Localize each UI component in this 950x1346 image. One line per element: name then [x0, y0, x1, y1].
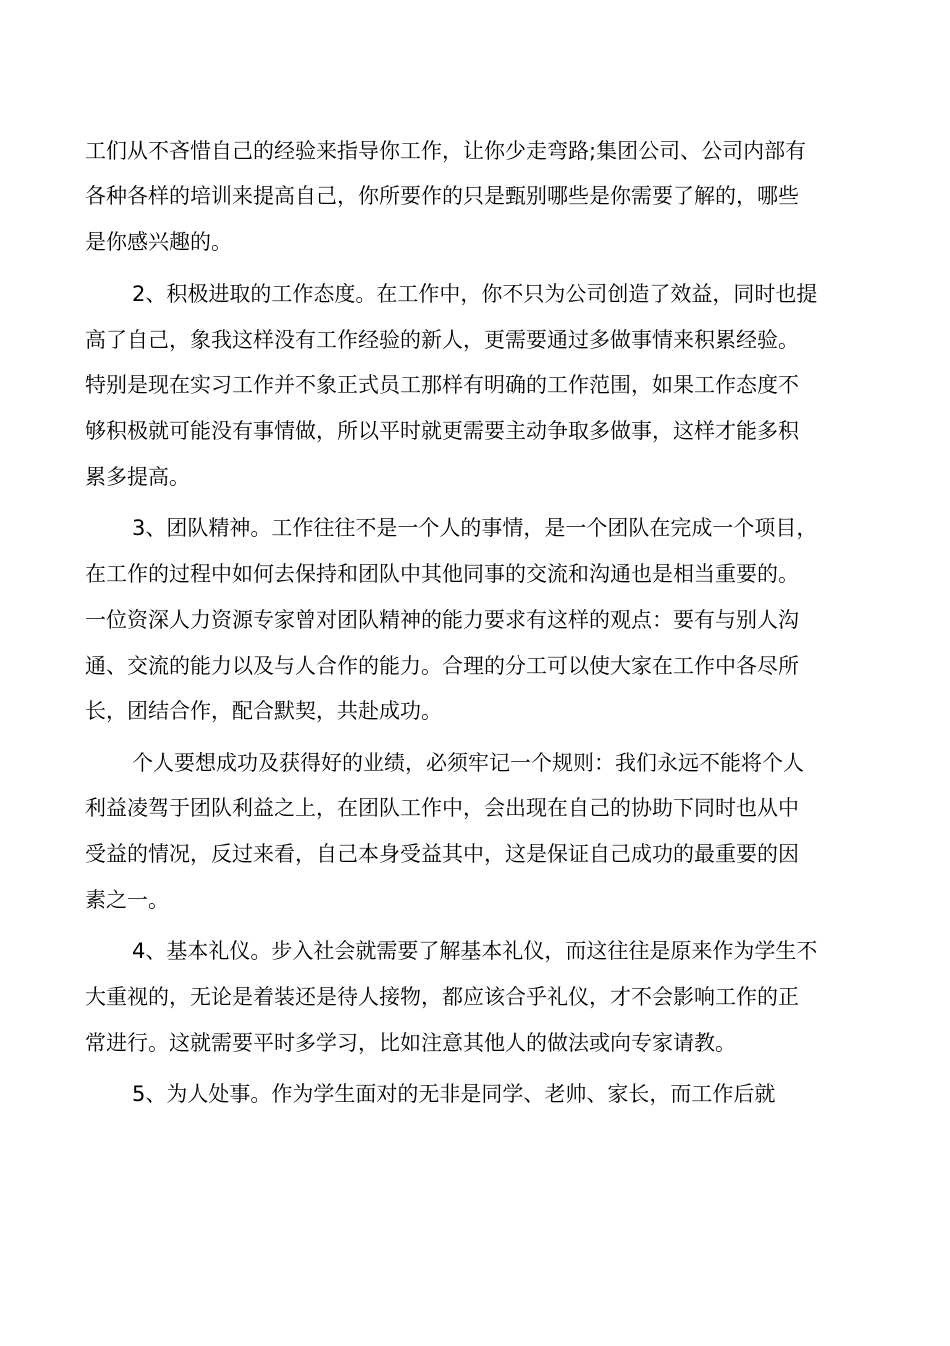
text-line: 是你感兴趣的。	[85, 230, 232, 254]
text-line: 通、交流的能力以及与人合作的能力。合理的分工可以使大家在工作中各尽所	[85, 654, 799, 678]
text-line: 5、为人处事。作为学生面对的无非是同学、老帅、家长，而工作后就	[132, 1082, 776, 1106]
text-line: 在工作的过程中如何去保持和团队中其他同事的交流和沟通也是相当重要的。	[85, 562, 799, 586]
text-line: 各种各样的培训来提高自己，你所要作的只是甄别哪些是你需要了解的，哪些	[85, 184, 799, 208]
text-line: 累多提高。	[85, 465, 190, 489]
text-line: 个人要想成功及获得好的业绩，必须牢记一个规则：我们永远不能将个人	[132, 751, 804, 775]
text-line: 够积极就可能没有事情做，所以平时就更需要主动争取多做事，这样才能多积	[85, 419, 799, 443]
text-line: 工们从不吝惜自己的经验来指导你工作，让你少走弯路;集团公司、公司内部有	[85, 139, 807, 163]
text-line: 一位资深人力资源专家曾对团队精神的能力要求有这样的观点：要有与别人沟	[85, 608, 799, 632]
text-line: 常进行。这就需要平时多学习，比如注意其他人的做法或向专家请教。	[85, 1031, 736, 1055]
text-line: 4、基本礼仪。步入社会就需要了解基本礼仪，而这往往是原来作为学生不	[132, 939, 818, 963]
text-line: 受益的情况，反过来看，自己本身受益其中，这是保证自己成功的最重要的因	[85, 842, 799, 866]
text-line: 特别是现在实习工作并不象正式员工那样有明确的工作范围，如果工作态度不	[85, 373, 799, 397]
text-line: 利益凌驾于团队利益之上，在团队工作中，会出现在自己的协助下同时也从中	[85, 796, 799, 820]
text-line: 素之一。	[85, 888, 169, 912]
text-line: 3、团队精神。工作往往不是一个人的事情，是一个团队在完成一个项目，	[132, 516, 818, 540]
text-line: 高了自己，象我这样没有工作经验的新人，更需要通过多做事情来积累经验。	[85, 328, 799, 352]
text-line: 长，团结合作，配合默契，共赴成功。	[85, 699, 442, 723]
text-line: 2、积极进取的工作态度。在工作中，你不只为公司创造了效益，同时也提	[132, 282, 818, 306]
text-line: 大重视的，无论是着装还是待人接物，都应该合乎礼仪，才不会影响工作的正	[85, 985, 799, 1009]
